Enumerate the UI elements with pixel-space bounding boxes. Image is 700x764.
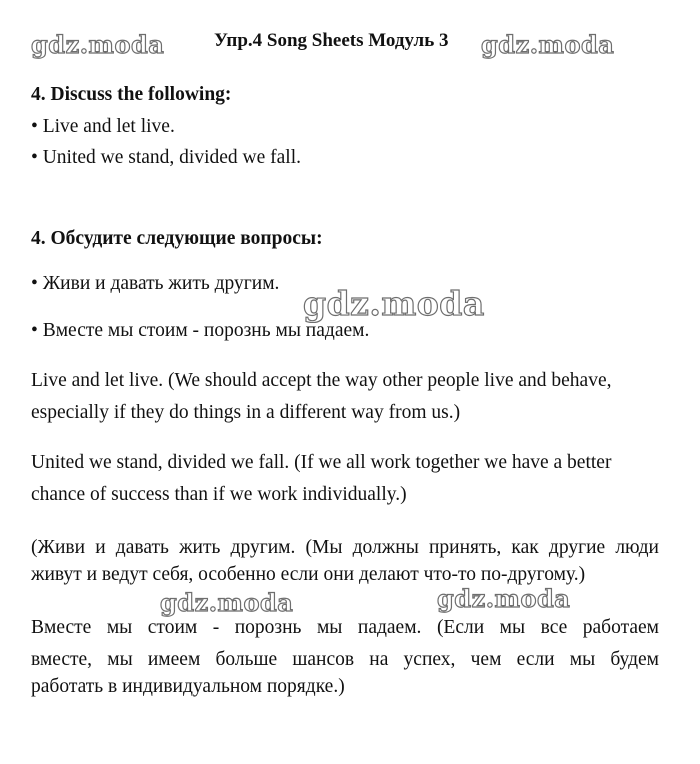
answer-4-line-2: вместе, мы имеем больше шансов на успех, чем если мы будем bbox=[31, 649, 659, 670]
english-bullet: • Live and let live. bbox=[31, 116, 175, 137]
answer-1-line-1: Live and let live. (We should accept the way other people live and behave, bbox=[31, 370, 612, 391]
answer-2-line-1: United we stand, divided we fall. (If we all work together we have a better bbox=[31, 452, 612, 473]
answer-3-line-2: живут и ведут себя, особенно если они делают что-то по-другому.) bbox=[31, 564, 586, 585]
watermark-logo: gdz.moda bbox=[303, 284, 485, 323]
watermark-logo: gdz.moda bbox=[481, 30, 615, 59]
russian-bullet: • Живи и давать жить другим. bbox=[31, 273, 280, 294]
english-heading: 4. Discuss the following: bbox=[31, 84, 232, 105]
russian-heading: 4. Обсудите следующие вопросы: bbox=[31, 228, 323, 249]
english-bullet: • United we stand, divided we fall. bbox=[31, 147, 302, 168]
answer-4-line-3: работать в индивидуальном порядке.) bbox=[31, 676, 345, 697]
watermark-logo: gdz.moda bbox=[437, 584, 571, 613]
answer-3-line-1: (Живи и давать жить другим. (Мы должны принять, как другие люди bbox=[31, 537, 659, 558]
answer-4-line-1: Вместе мы стоим - порознь мы падаем. (Если мы все работаем bbox=[31, 617, 659, 638]
watermark-logo: gdz.moda bbox=[31, 30, 165, 59]
answer-1-line-2: especially if they do things in a different way from us.) bbox=[31, 402, 461, 423]
watermark-logo: gdz.moda bbox=[160, 588, 294, 617]
answer-2-line-2: chance of success than if we work individually.) bbox=[31, 484, 407, 505]
russian-bullet: • Вместе мы стоим - порознь мы падаем. bbox=[31, 320, 370, 341]
page-title: Упр.4 Song Sheets Модуль 3 bbox=[214, 30, 449, 51]
